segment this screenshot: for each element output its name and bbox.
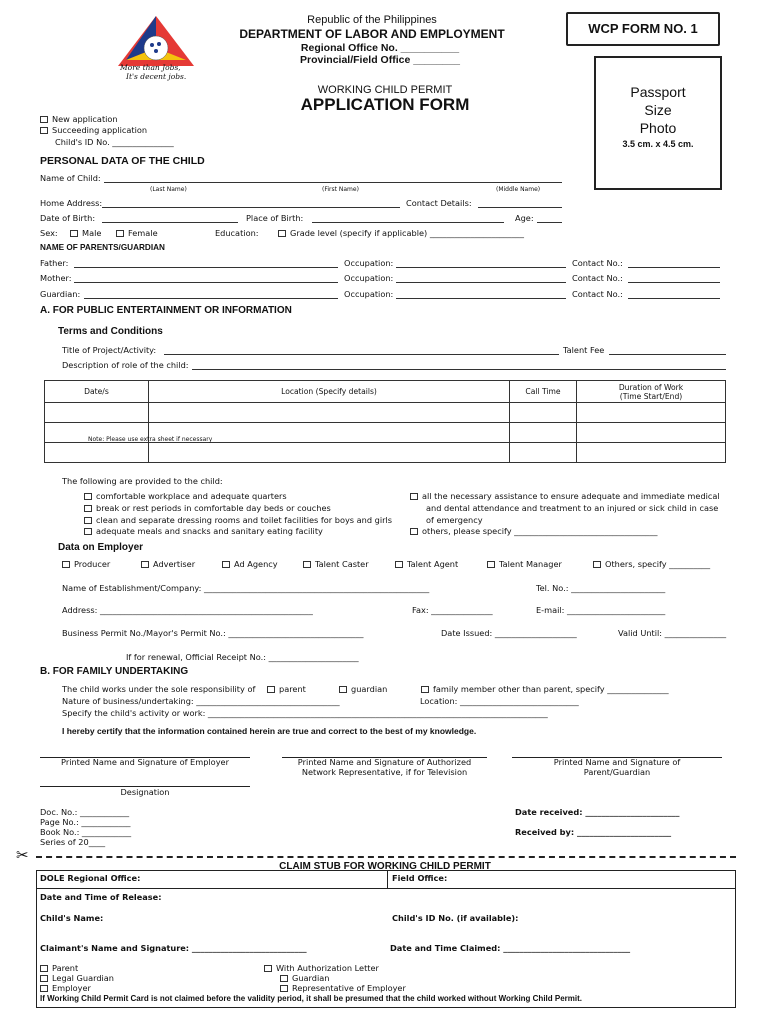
mother-occupation-label: Occupation:	[344, 273, 394, 283]
designation-caption: Designation	[120, 787, 170, 797]
stub-parent-option[interactable]: Parent	[40, 963, 78, 973]
duration-cell[interactable]	[577, 403, 726, 423]
mother-field[interactable]	[74, 274, 338, 283]
grade-level-option[interactable]: Grade level (specify if applicable) _______________________	[278, 228, 524, 238]
email-field[interactable]: E-mail: ________________________	[536, 605, 666, 615]
photo-line-1: Passport	[630, 84, 686, 100]
series-field[interactable]: Series of 20____	[40, 837, 106, 847]
terms-heading: Terms and Conditions	[58, 326, 163, 337]
stub-representative-checkbox[interactable]	[280, 985, 288, 992]
location-cell[interactable]	[149, 403, 510, 423]
female-option[interactable]: Female	[116, 228, 158, 238]
employer-others[interactable]: Others, specify __________	[593, 559, 710, 569]
provision-4[interactable]: adequate meals and snacks and sanitary eating facility	[84, 526, 323, 536]
family-parent-checkbox[interactable]	[267, 686, 275, 693]
date-of-birth-label: Date of Birth:	[40, 213, 96, 223]
parent-signature-caption-1: Printed Name and Signature of	[553, 757, 681, 767]
talent-fee-label: Talent Fee	[563, 345, 605, 355]
father-contact-field[interactable]	[628, 259, 720, 268]
sole-responsibility-label: The child works under the sole responsibility of	[62, 684, 256, 694]
mother-contact-label: Contact No.:	[572, 273, 623, 283]
guardian-field[interactable]	[84, 290, 338, 299]
name-of-child-field[interactable]	[104, 174, 562, 183]
family-parent-option[interactable]: parent	[267, 684, 306, 694]
home-address-field[interactable]	[102, 199, 400, 208]
cut-line	[36, 856, 736, 858]
stub-divider-row	[36, 888, 736, 889]
date-cell[interactable]	[45, 403, 149, 423]
provision-1[interactable]: comfortable workplace and adequate quarters	[84, 491, 287, 501]
mother-label: Mother:	[40, 273, 72, 283]
father-contact-label: Contact No.:	[572, 258, 623, 268]
business-permit-field[interactable]: Business Permit No./Mayor's Permit No.: _________________________________	[62, 628, 364, 638]
date-claimed-field[interactable]: Date and Time Claimed: _______________________________	[390, 943, 631, 953]
new-application-option[interactable]: New application	[40, 114, 118, 124]
ad-agency-checkbox[interactable]	[222, 561, 230, 568]
employer-heading: Data on Employer	[58, 542, 144, 553]
succeeding-application-option[interactable]: Succeeding application	[40, 125, 147, 135]
form-number-box	[566, 12, 720, 46]
call-time-cell[interactable]	[510, 443, 577, 463]
employer-signature-caption: Printed Name and Signature of Employer	[61, 757, 229, 767]
employer-advertiser[interactable]: Advertiser	[141, 559, 195, 569]
tel-field[interactable]: Tel. No.: _______________________	[536, 583, 666, 593]
stub-parent-checkbox[interactable]	[40, 965, 48, 972]
grade-level-checkbox[interactable]	[278, 230, 286, 237]
extra-sheet-note: Note: Please use extra sheet if necessary	[88, 436, 213, 443]
location-cell[interactable]	[149, 443, 510, 463]
date-issued-field[interactable]: Date Issued: ____________________	[441, 628, 577, 638]
claim-stub-title: CLAIM STUB FOR WORKING CHILD PERMIT	[279, 861, 491, 872]
logo-tagline-2: It's decent jobs.	[126, 72, 187, 81]
scissors-icon: ✂	[16, 846, 29, 864]
stub-guardian-option[interactable]: Guardian	[280, 973, 329, 983]
stub-legal-guardian-checkbox[interactable]	[40, 975, 48, 982]
talent-manager-checkbox[interactable]	[487, 561, 495, 568]
father-occupation-field[interactable]	[396, 259, 566, 268]
employer-others-checkbox[interactable]	[593, 561, 601, 568]
role-description-field[interactable]	[192, 361, 726, 370]
parents-heading: NAME OF PARENTS/GUARDIAN	[40, 243, 165, 252]
validity-footer: If Working Child Permit Card is not claimed before the validity period, it shall be presumed that the child worked without Working Child Permit.	[40, 994, 582, 1003]
employer-talent-caster[interactable]: Talent Caster	[303, 559, 369, 569]
first-name-caption: (First Name)	[322, 186, 359, 193]
new-application-checkbox[interactable]	[40, 116, 48, 123]
certification-text: I hereby certify that the information contained herein are true and correct to the best of my knowledge.	[62, 726, 477, 736]
regional-office: Regional Office No. __________	[300, 42, 460, 54]
provision-medical-3: of emergency	[426, 515, 483, 525]
female-checkbox[interactable]	[116, 230, 124, 237]
personal-data-heading: PERSONAL DATA OF THE CHILD	[40, 155, 205, 167]
family-location-field[interactable]: Location: _____________________________	[420, 696, 579, 706]
book-no-field[interactable]: Book No.: ____________	[40, 827, 132, 837]
guardian-contact-label: Contact No.:	[572, 289, 623, 299]
producer-checkbox[interactable]	[62, 561, 70, 568]
home-address-label: Home Address:	[40, 198, 103, 208]
dates-table	[44, 380, 726, 463]
family-member-checkbox[interactable]	[421, 686, 429, 693]
stub-guardian-checkbox[interactable]	[280, 975, 288, 982]
nature-business-field[interactable]: Nature of business/undertaking: ___________________________________	[62, 696, 340, 706]
education-label: Education:	[215, 228, 259, 238]
network-signature-caption-2: Network Representative, if for Television	[301, 767, 468, 777]
call-time-cell[interactable]	[510, 403, 577, 423]
table-row	[45, 443, 726, 463]
stub-divider-top	[387, 870, 388, 888]
employer-address-field[interactable]: Address: ____________________________________________________	[62, 605, 313, 615]
talent-fee-field[interactable]	[609, 346, 726, 355]
employer-talent-manager[interactable]: Talent Manager	[487, 559, 562, 569]
stub-representative-option[interactable]: Representative of Employer	[280, 983, 406, 993]
family-guardian-option[interactable]: guardian	[339, 684, 387, 694]
family-guardian-checkbox[interactable]	[339, 686, 347, 693]
contact-details-field[interactable]	[478, 199, 562, 208]
stub-employer-checkbox[interactable]	[40, 985, 48, 992]
succeeding-application-checkbox[interactable]	[40, 127, 48, 134]
provincial-office: Provincial/Field Office ________	[300, 54, 460, 66]
renewal-receipt-field[interactable]: If for renewal, Official Receipt No.: ______________________	[126, 652, 359, 662]
father-occupation-label: Occupation:	[344, 258, 394, 268]
talent-agent-checkbox[interactable]	[395, 561, 403, 568]
stub-authorization-checkbox[interactable]	[264, 965, 272, 972]
received-by-field[interactable]: Received by: _______________________	[515, 827, 672, 837]
doc-no-field[interactable]: Doc. No.: ____________	[40, 807, 130, 817]
contact-details-label: Contact Details:	[406, 198, 472, 208]
role-description-label: Description of role of the child:	[62, 360, 189, 370]
guardian-occupation-label: Occupation:	[344, 289, 394, 299]
mother-occupation-field[interactable]	[396, 274, 566, 283]
dole-regional-label: DOLE Regional Office:	[40, 873, 141, 883]
table-row	[45, 403, 726, 423]
child-activity-field[interactable]: Specify the child's activity or work: ___________________________________________________________________________________	[62, 708, 548, 718]
provision-3-checkbox[interactable]	[84, 517, 92, 524]
age-field[interactable]	[537, 214, 562, 223]
passport-photo-box[interactable]	[594, 56, 722, 190]
provision-medical-2: and dental attendance and treatment to an injured or sick child in case	[426, 503, 719, 513]
stub-employer-option[interactable]: Employer	[40, 983, 91, 993]
photo-line-3: Photo	[639, 120, 677, 136]
provision-medical[interactable]: all the necessary assistance to ensure adequate and immediate medical	[410, 491, 720, 501]
stub-authorization-option[interactable]: With Authorization Letter	[264, 963, 379, 973]
photo-line-2: Size	[644, 102, 672, 118]
provision-2[interactable]: break or rest periods in comfortable day beds or couches	[84, 503, 331, 513]
date-cell[interactable]	[45, 443, 149, 463]
date-time-release-label: Date and Time of Release:	[40, 892, 162, 902]
mother-contact-field[interactable]	[628, 274, 720, 283]
employer-talent-agent[interactable]: Talent Agent	[395, 559, 458, 569]
age-label: Age:	[515, 213, 534, 223]
middle-name-caption: (Middle Name)	[496, 186, 541, 193]
father-field[interactable]	[74, 259, 338, 268]
valid-until-field[interactable]: Valid Until: _______________	[618, 628, 727, 638]
date-received-field[interactable]: Date received: _______________________	[515, 807, 680, 817]
stub-legal-guardian-option[interactable]: Legal Guardian	[40, 973, 114, 983]
provision-others[interactable]: others, please specify ___________________________________	[410, 526, 657, 536]
fax-field[interactable]: Fax: _______________	[412, 605, 493, 615]
provision-3[interactable]: clean and separate dressing rooms and toilet facilities for boys and girls	[84, 515, 392, 525]
duration-cell[interactable]	[577, 443, 726, 463]
duration-header: Duration of Work (Time Start/End)	[577, 381, 726, 403]
application-form-title: APPLICATION FORM	[300, 95, 470, 114]
network-signature-caption-1: Printed Name and Signature of Authorized	[297, 757, 472, 767]
provision-4-checkbox[interactable]	[84, 528, 92, 535]
male-option[interactable]: Male	[70, 228, 101, 238]
photo-dimensions: 3.5 cm. x 4.5 cm.	[622, 139, 694, 149]
guardian-label: Guardian:	[40, 289, 81, 299]
page-no-field[interactable]: Page No.: ____________	[40, 817, 131, 827]
provision-1-checkbox[interactable]	[84, 493, 92, 500]
location-header: Location (Specify details)	[149, 381, 510, 403]
republic-text: Republic of the Philippines	[307, 14, 437, 26]
logo-tagline-1: More than Jobs,	[120, 63, 181, 72]
duration-cell[interactable]	[577, 423, 726, 443]
employer-ad-agency[interactable]: Ad Agency	[222, 559, 278, 569]
talent-caster-checkbox[interactable]	[303, 561, 311, 568]
provided-intro: The following are provided to the child:	[62, 476, 223, 486]
date-of-birth-field[interactable]	[102, 214, 238, 223]
name-of-child-label: Name of Child:	[40, 173, 101, 183]
child-id-field[interactable]: Child's ID No. _______________	[55, 137, 174, 147]
department-text: DEPARTMENT OF LABOR AND EMPLOYMENT	[239, 27, 505, 41]
male-checkbox[interactable]	[70, 230, 78, 237]
call-time-header: Call Time	[510, 381, 577, 403]
stub-childs-name-label: Child's Name:	[40, 913, 104, 923]
family-member-option[interactable]: family member other than parent, specify _______________	[421, 684, 669, 694]
call-time-cell[interactable]	[510, 423, 577, 443]
provision-medical-checkbox[interactable]	[410, 493, 418, 500]
working-child-permit-title: WORKING CHILD PERMIT	[317, 84, 453, 96]
place-of-birth-label: Place of Birth:	[246, 213, 304, 223]
parent-signature-caption-2: Parent/Guardian	[583, 767, 651, 777]
guardian-contact-field[interactable]	[628, 290, 720, 299]
establishment-field[interactable]: Name of Establishment/Company: _______________________________________________________	[62, 583, 430, 593]
dates-header: Date/s	[45, 381, 149, 403]
last-name-caption: (Last Name)	[150, 186, 187, 193]
section-b-heading: B. FOR FAMILY UNDERTAKING	[40, 666, 189, 677]
employer-producer[interactable]: Producer	[62, 559, 110, 569]
title-project-label: Title of Project/Activity:	[62, 345, 157, 355]
claimant-field[interactable]: Claimant's Name and Signature: ____________________________	[40, 943, 307, 953]
dole-triangle-icon	[116, 14, 196, 70]
form-number: WCP FORM NO. 1	[588, 21, 698, 36]
section-a-heading: A. FOR PUBLIC ENTERTAINMENT OR INFORMATION	[40, 305, 292, 316]
guardian-occupation-field[interactable]	[396, 290, 566, 299]
provision-others-checkbox[interactable]	[410, 528, 418, 535]
title-project-field[interactable]	[164, 346, 559, 355]
provision-2-checkbox[interactable]	[84, 505, 92, 512]
place-of-birth-field[interactable]	[312, 214, 504, 223]
advertiser-checkbox[interactable]	[141, 561, 149, 568]
father-label: Father:	[40, 258, 69, 268]
sex-label: Sex:	[40, 228, 58, 238]
stub-childs-id-label: Child's ID No. (if available):	[392, 913, 519, 923]
field-office-label: Field Office:	[392, 873, 448, 883]
